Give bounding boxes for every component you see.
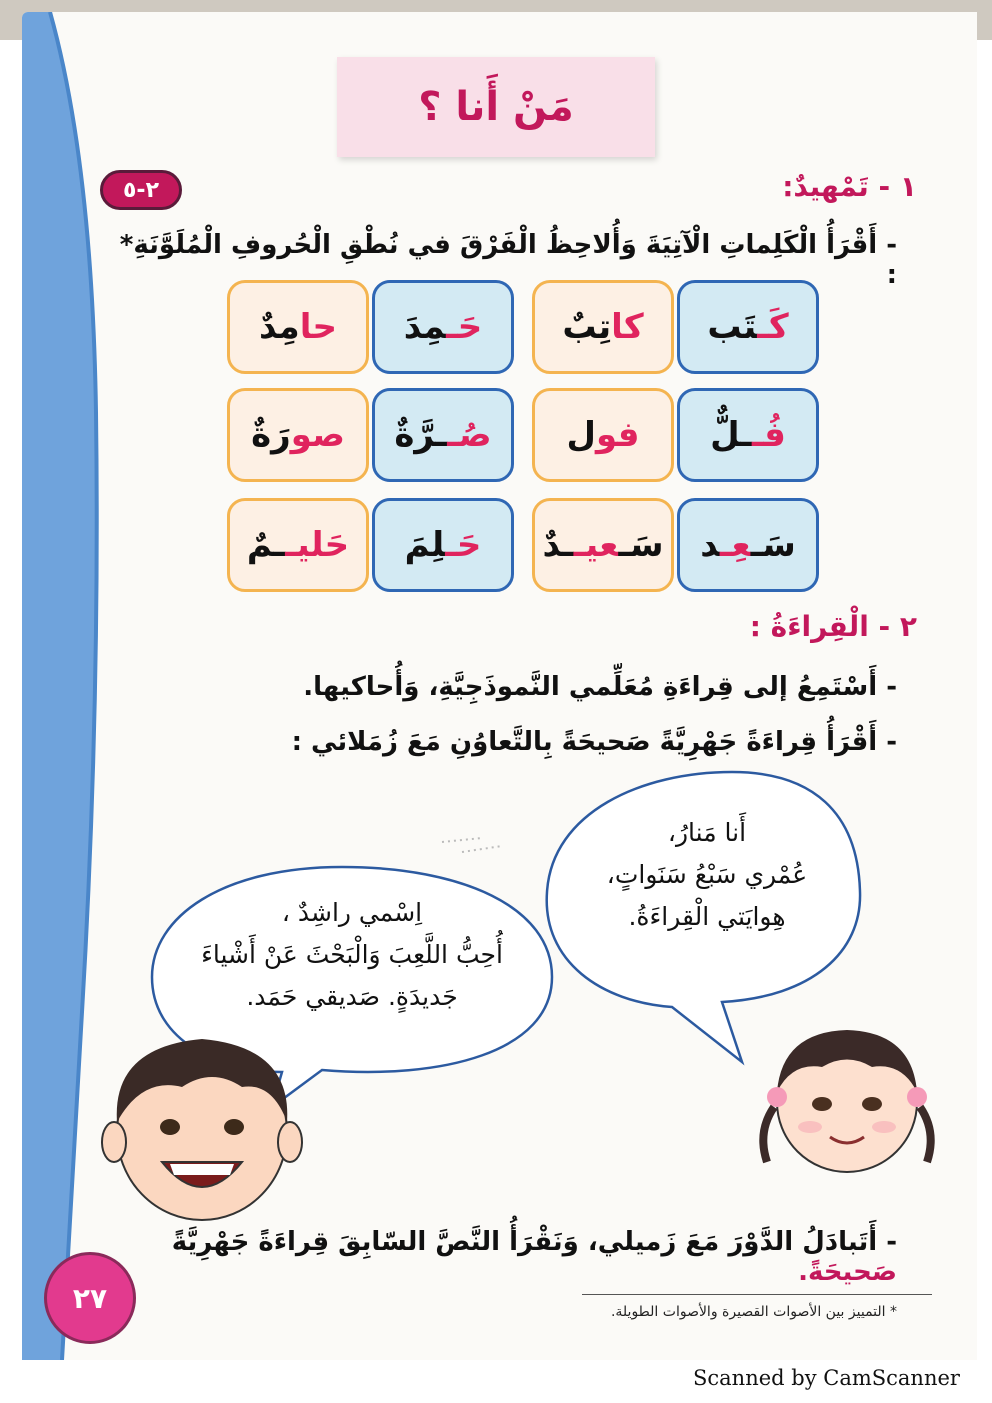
word-suffix: ـمٌ <box>246 525 286 565</box>
word-suffix: د <box>700 525 720 565</box>
boy-face-illustration <box>92 1027 312 1227</box>
word-highlight: حا <box>299 307 337 347</box>
word-highlight: عِـ <box>719 525 751 565</box>
word-suffix: ل <box>566 415 596 455</box>
boy-bubble-text <box>162 892 542 1018</box>
word-highlight: عيـ <box>573 525 619 565</box>
girl-line-2: عُمْري سَبْعُ سَنَواتٍ، <box>606 860 808 889</box>
final-instruction-text: - أَتَبادَلُ الدَّوْرَ مَعَ زَميلي، وَنَقْرَأُ النَّصَّ السّابِقَ قِراءَةً جَهْرِيَّةً <box>171 1227 897 1257</box>
word-highlight: صُـ <box>447 415 492 455</box>
word-highlight: فو <box>595 415 640 455</box>
section1-instruction: - أَقْرَأُ الْكَلِماتِ الْآتِيَةَ وَأُلاحِظُ الْفَرْقَ في نُطْقِ الْحُروفِ الْمُلَوَّنَةِ* : <box>119 230 897 290</box>
word-suffix: ـلٌّ <box>710 415 753 455</box>
word-highlight: صو <box>290 415 345 455</box>
word-highlight: حَـ <box>445 525 482 565</box>
word-suffix: ـرَّةٌ <box>394 415 448 455</box>
girl-line-3: هِوايَتي الْقِراءَةُ. <box>628 902 786 931</box>
word-highlight: حَـ <box>446 307 483 347</box>
girl-face-illustration <box>752 1022 942 1182</box>
footnote: * التمييز بين الأصوات القصيرة والأصوات الطويلة. <box>610 1304 897 1320</box>
final-instruction-highlight: صَحيحَةً. <box>798 1257 897 1287</box>
page-number: ٢٧ <box>44 1252 136 1344</box>
boy-line-2: أُحِبُّ اللَّعِبَ وَالْبَحْثَ عَنْ أَشْياءَ <box>201 940 503 969</box>
boy-line-1: اِسْمي راشِدٌ ، <box>281 898 423 927</box>
word-prefix: سَـ <box>750 525 796 565</box>
textbook-page <box>22 12 977 1360</box>
scanner-watermark: Scanned by CamScanner <box>693 1366 960 1390</box>
section1-heading: ١ - تَمْهيدٌ: <box>782 170 917 203</box>
section2-line2: - أَقْرَأُ قِراءَةً جَهْرِيَّةً صَحيحَةً بِالتَّعاوُنِ مَعَ زُمَلائي : <box>291 727 897 757</box>
footnote-divider <box>582 1294 932 1295</box>
final-instruction <box>77 1227 897 1287</box>
word-highlight: كَـ <box>757 307 789 347</box>
word-suffix: ـدٌ <box>542 525 574 565</box>
word-suffix: رَةٌ <box>251 415 291 455</box>
word-suffix: مِدَ <box>403 307 447 347</box>
section2-heading: ٢ - الْقِراءَةُ : <box>749 610 917 643</box>
section2-line1: - أَسْتَمِعُ إلى قِراءَةِ مُعَلِّمي النَّموذَجِيَّةِ، وَأُحاكيها. <box>303 672 897 702</box>
word-suffix: تِبٌ <box>562 307 612 347</box>
word-suffix: لِمَ <box>404 525 446 565</box>
page-title: مَنْ أَنا ؟ <box>418 84 574 130</box>
word-prefix: سَـ <box>618 525 664 565</box>
word-highlight: كا <box>611 307 644 347</box>
girl-bubble-text <box>567 812 847 938</box>
lesson-badge: ٢-٥ <box>100 170 182 210</box>
boy-line-3: جَديدَةٍ. صَديقي حَمَد. <box>246 982 458 1011</box>
word-highlight: حَليـ <box>285 525 350 565</box>
word-highlight: فُـ <box>752 415 786 455</box>
girl-line-1: أَنا مَنارُ، <box>667 818 747 847</box>
word-suffix: تَب <box>707 307 758 347</box>
word-suffix: مِدٌ <box>259 307 300 347</box>
